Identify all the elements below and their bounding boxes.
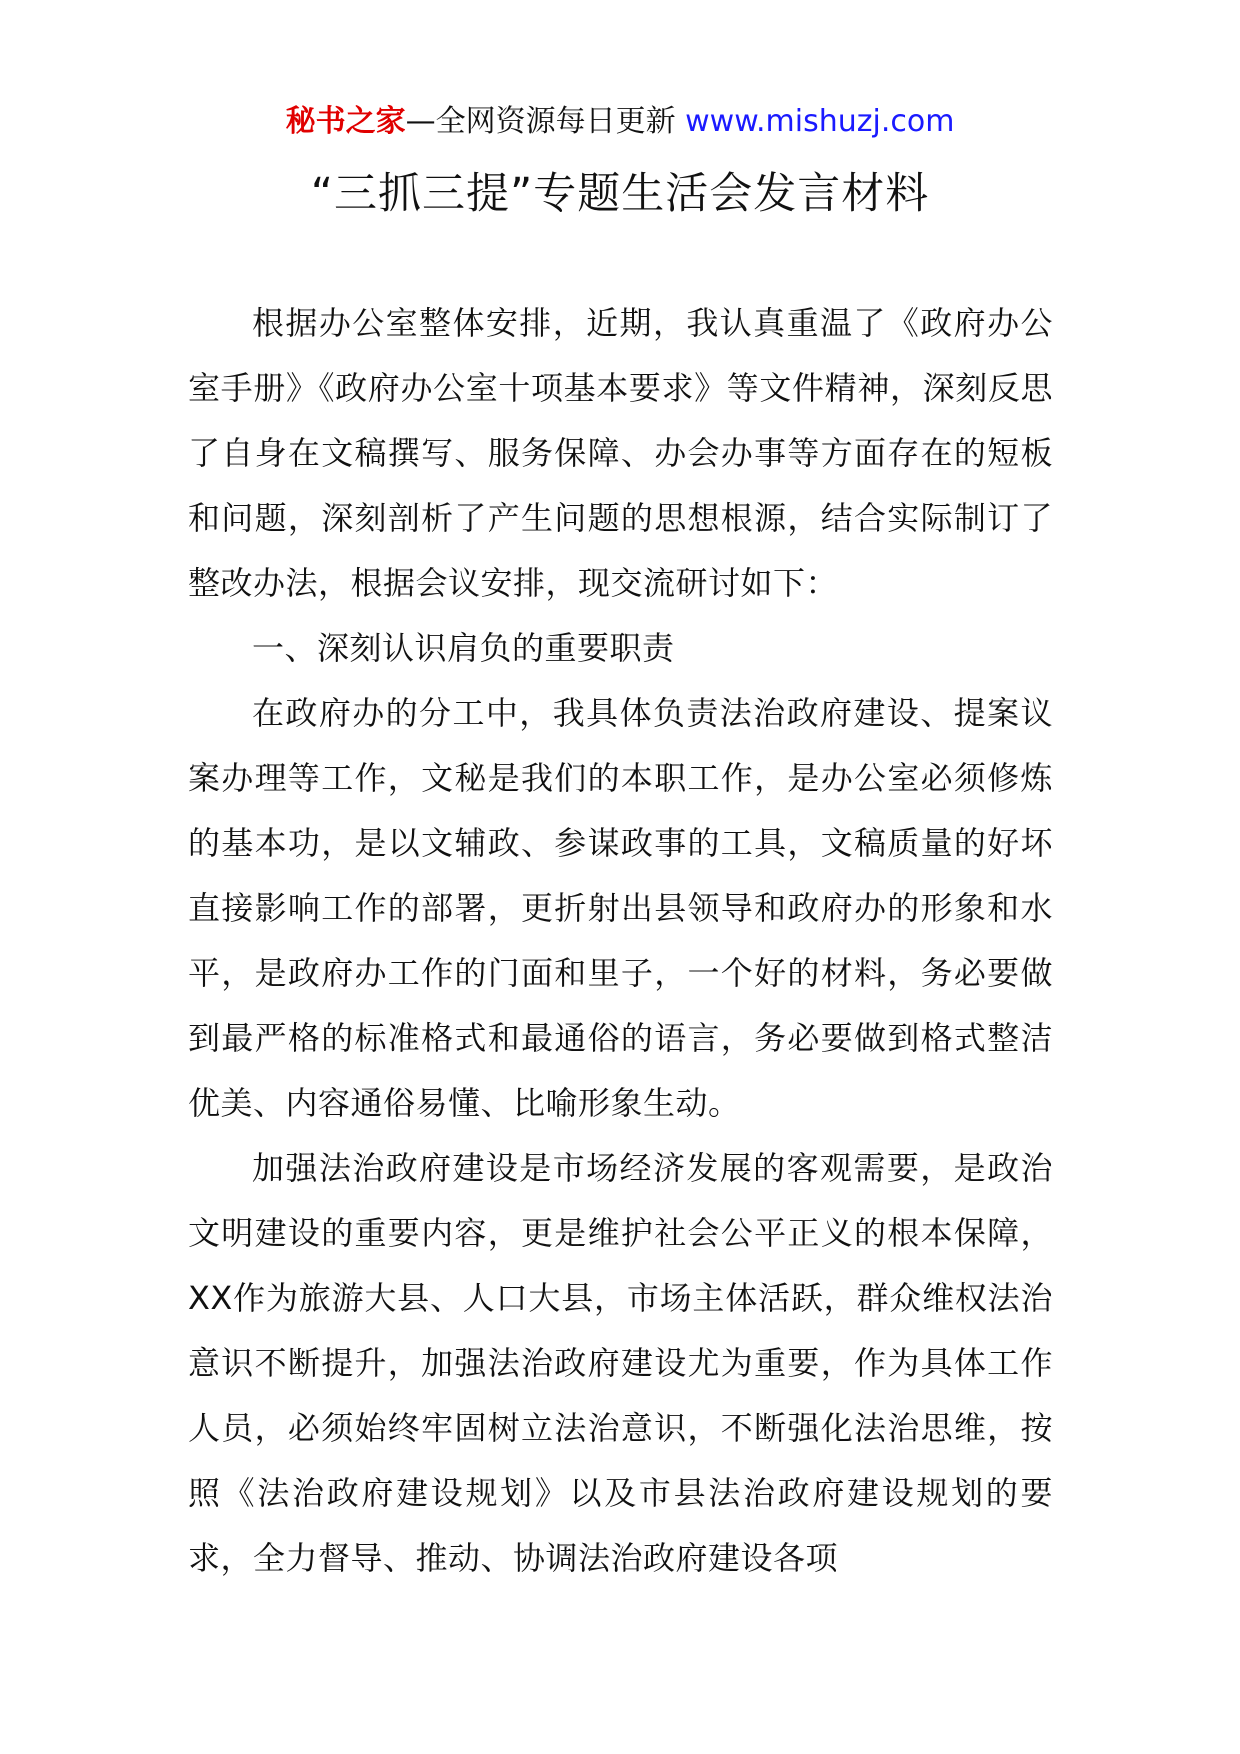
- site-tagline: —全网资源每日更新: [405, 104, 676, 139]
- paragraph-rule-of-law: 加强法治政府建设是市场经济发展的客观需要，是政治文明建设的重要内容，更是维护社会公平正义的根本保障，XX作为旅游大县、人口大县，市场主体活跃，群众维权法治意识不断提升，加强法治政府建设尤为重要，作为具体工作人员，必须始终牢固树立法治意识，不断强化法治思维，按照《法治政府建设规划》以及市县法治政府建设规划的要求，全力督导、推动、协调法治政府建设各项: [188, 1149, 1053, 1577]
- site-brand: 秘书之家: [285, 104, 406, 139]
- paragraph-intro: 根据办公室整体安排，近期，我认真重温了《政府办公室手册》《政府办公室十项基本要求》等文件精神，深刻反思了自身在文稿撰写、服务保障、办会办事等方面存在的短板和问题，深刻剖析了产生问题的思想根源，结合实际制订了整改办法，根据会议安排，现交流研讨如下：: [188, 304, 1053, 602]
- section-heading-1: 一、深刻认识肩负的重要职责: [252, 629, 675, 667]
- document-body: [188, 291, 1053, 1591]
- document-title: “三抓三提”专题生活会发言材料: [310, 169, 930, 219]
- site-url-link[interactable]: www.mishuzj.com: [685, 104, 955, 139]
- paragraph-duties: 在政府办的分工中，我具体负责法治政府建设、提案议案办理等工作，文秘是我们的本职工作，是办公室必须修炼的基本功，是以文辅政、参谋政事的工具，文稿质量的好坏直接影响工作的部署，更折射出县领导和政府办的形象和水平，是政府办工作的门面和里子，一个好的材料，务必要做到最严格的标准格式和最通俗的语言，务必要做到格式整洁优美、内容通俗易懂、比喻形象生动。: [188, 694, 1053, 1122]
- site-header: [0, 100, 1240, 144]
